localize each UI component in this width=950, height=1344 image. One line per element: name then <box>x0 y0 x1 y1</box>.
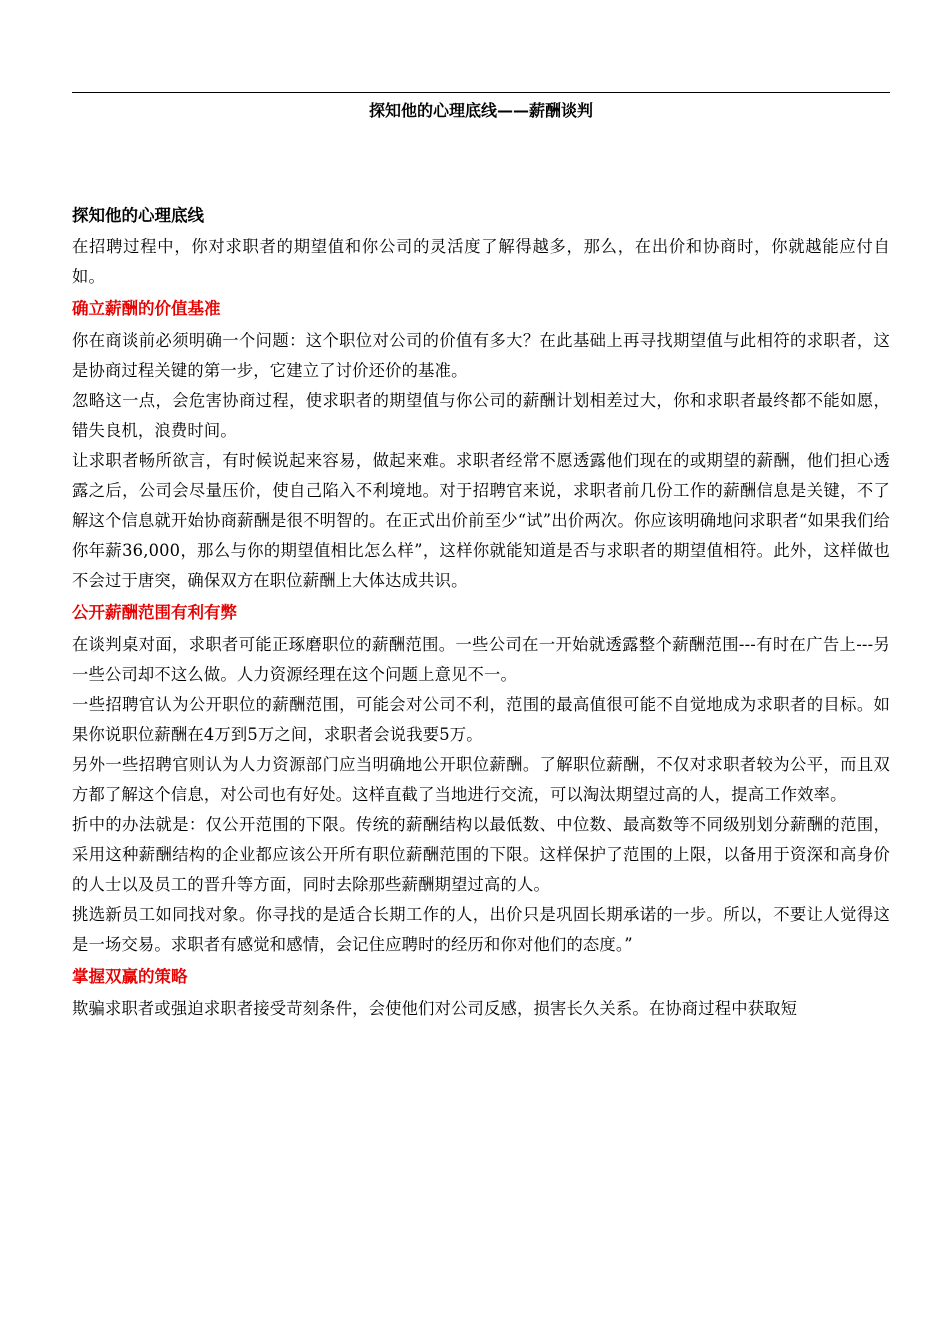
paragraph: 在谈判桌对面，求职者可能正琢磨职位的薪酬范围。一些公司在一开始就透露整个薪酬范围---有时在广告上---另一些公司却不这么做。人力资源经理在这个问题上意见不一。 <box>72 635 890 684</box>
paragraph: 另外一些招聘官则认为人力资源部门应当明确地公开职位薪酬。了解职位薪酬，不仅对求职者较为公平，而且双方都了解这个信息，对公司也有好处。这样直截了当地进行交流，可以淘汰期望过高的人，提高工作效率。 <box>72 755 890 804</box>
paragraph: 让求职者畅所欲言，有时候说起来容易，做起来难。求职者经常不愿透露他们现在的或期望的薪酬，他们担心透露之后，公司会尽量压价，使自己陷入不利境地。对于招聘官来说，求职者前几份工作的薪酬信息是关键，不了解这个信息就开始协商薪酬是很不明智的。在正式出价前至少“试”出价两次。你应该明确地问求职者“如果我们给你年薪36,000，那么与你的期望值相比怎么样”，这样你就能知道是否与求职者的期望值相符。此外，这样做也不会过于唐突，确保双方在职位薪酬上大体达成共识。 <box>72 451 890 590</box>
paragraph: 你在商谈前必须明确一个问题：这个职位对公司的价值有多大？在此基础上再寻找期望值与此相符的求职者，这是协商过程关键的第一步，它建立了讨价还价的基准。 <box>72 331 890 380</box>
section-heading: 探知他的心理底线 <box>72 206 204 225</box>
header-rule <box>72 92 890 93</box>
subheading-salary-benchmark: 确立薪酬的价值基准 <box>72 299 221 318</box>
paragraph: 折中的办法就是：仅公开范围的下限。传统的薪酬结构以最低数、中位数、最高数等不同级别划分薪酬的范围，采用这种薪酬结构的企业都应该公开所有职位薪酬范围的下限。这样保护了范围的上限，以备用于资深和高身价的人士以及员工的晋升等方面，同时去除那些薪酬期望过高的人。 <box>72 815 890 894</box>
paragraph: 挑选新员工如同找对象。你寻找的是适合长期工作的人，出价只是巩固长期承诺的一步。所以，不要让人觉得这是一场交易。求职者有感觉和感情，会记住应聘时的经历和你对他们的态度。” <box>72 905 890 954</box>
paragraph: 忽略这一点，会危害协商过程，使求职者的期望值与你公司的薪酬计划相差过大，你和求职者最终都不能如愿，错失良机，浪费时间。 <box>72 391 890 440</box>
paragraph: 一些招聘官认为公开职位的薪酬范围，可能会对公司不利，范围的最高值很可能不自觉地成为求职者的目标。如果你说职位薪酬在4万到5万之间，求职者会说我要5万。 <box>72 695 890 744</box>
subheading-win-win-strategy: 掌握双赢的策略 <box>72 967 188 986</box>
paragraph: 在招聘过程中，你对求职者的期望值和你公司的灵活度了解得越多，那么，在出价和协商时，你就越能应付自如。 <box>72 237 890 286</box>
paragraph: 欺骗求职者或强迫求职者接受苛刻条件，会使他们对公司反感，损害长久关系。在协商过程中获取短 <box>72 999 798 1018</box>
subheading-salary-range: 公开薪酬范围有利有弊 <box>72 603 237 622</box>
document-title: 探知他的心理底线——薪酬谈判 <box>368 101 593 120</box>
document-body <box>72 200 890 1320</box>
